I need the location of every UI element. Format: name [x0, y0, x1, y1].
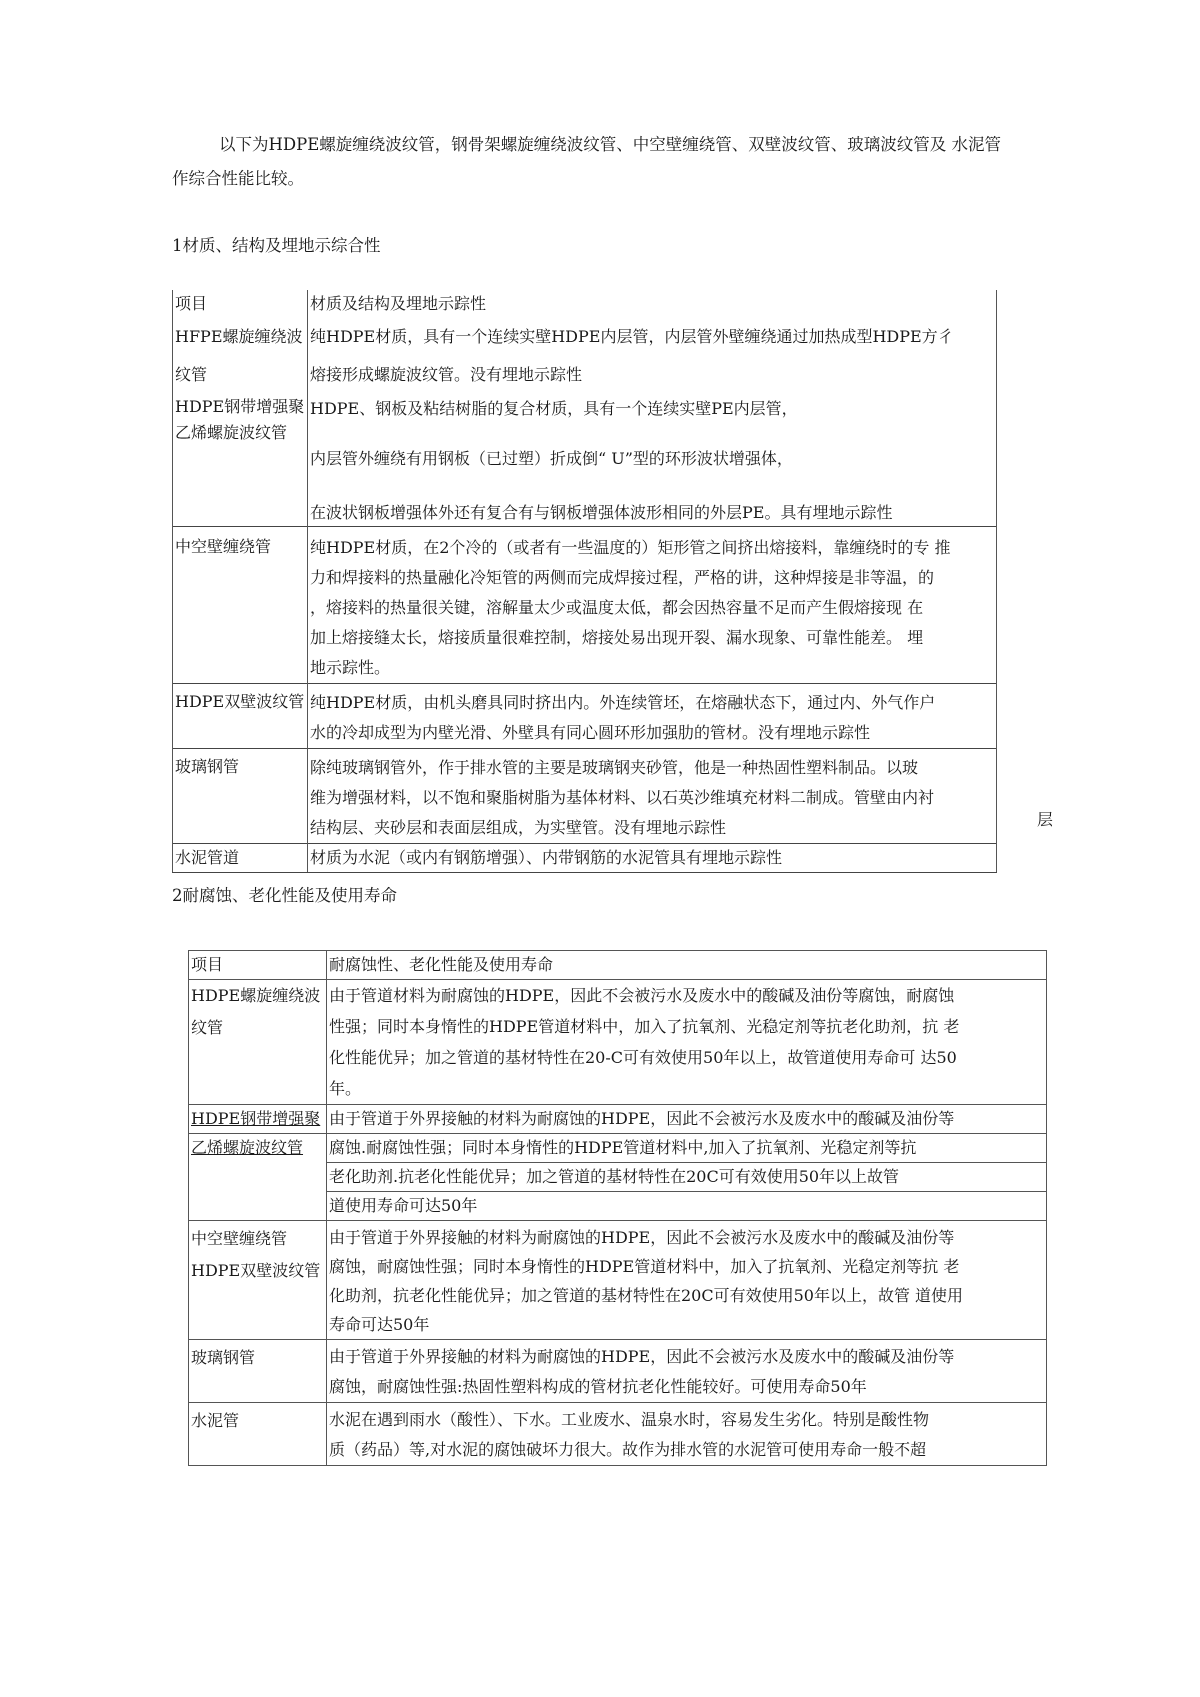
table-row — [173, 318, 997, 394]
desc-cell — [308, 844, 997, 873]
desc-cell — [327, 1403, 1047, 1466]
table-row — [189, 1192, 1047, 1221]
cell-line: 纯HDPE材质，具有一个连续实壁HDPE内层管，内层管外壁缠绕通过加热成型HDPE方彳 — [310, 327, 954, 346]
item-cell — [173, 318, 308, 394]
item-cell — [173, 749, 308, 844]
item-cell — [189, 1134, 327, 1163]
desc-cell — [308, 749, 997, 844]
cell-line: HDPE、钢板及粘结树脂的复合材质，具有一个连续实壁PE内层管， — [310, 399, 798, 418]
desc-cell — [308, 318, 997, 394]
table-row — [189, 1105, 1047, 1134]
item-cell — [173, 394, 308, 527]
item-cell — [189, 1340, 327, 1403]
table-row — [189, 1134, 1047, 1163]
cell-line: 维为增强材料，以不饱和聚脂树脂为基体材料、以石英沙维填充材料二制成。管壁由内衬 — [310, 788, 935, 807]
desc-cell: 道使用寿命可达50年 — [327, 1192, 1047, 1221]
table-row — [173, 844, 997, 873]
cell-line: 寿命可达50年 — [329, 1315, 430, 1334]
cell-line: HFPE螺旋缠绕波 — [175, 327, 303, 346]
cell-line: 由于管道材料为耐腐蚀的HDPE，因此不会被污水及废水中的酸碱及油份等腐蚀，耐腐蚀 — [329, 986, 955, 1005]
cell-line: 水泥管道 — [175, 848, 240, 867]
cell-line: 内层管外缠绕有用钢板（已过塑）折成倒“ U”型的环形波状增强体， — [310, 449, 793, 468]
intro-paragraph — [172, 128, 1072, 196]
cell-line: 水泥在遇到雨水（酸性）、下水。工业废水、温泉水时，容易发生劣化。特别是酸性物 — [329, 1410, 930, 1429]
header-cell: 耐腐蚀性、老化性能及使用寿命 — [327, 951, 1047, 980]
cell-line: 腐蚀，耐腐蚀性强；同时本身惰性的HDPE管道材料中，加入了抗氧剂、光稳定剂等抗 老 — [329, 1257, 960, 1276]
cell-line: 水泥管 — [191, 1411, 240, 1430]
cell-line: 由于管道于外界接触的材料为耐腐蚀的HDPE，因此不会被污水及废水中的酸碱及油份等 — [329, 1347, 955, 1366]
item-cell — [189, 1403, 327, 1466]
cell-line: HDPE钢带增强聚 — [191, 1109, 321, 1128]
item-cell — [189, 1192, 327, 1221]
cell-line: 结构层、夹砂层和表面层组成，为实壁管。没有埋地示踪性 — [310, 818, 727, 837]
cell-line: 地示踪性。 — [310, 658, 391, 677]
table-row — [189, 1403, 1047, 1466]
intro-line: 作综合性能比较。 — [172, 169, 304, 188]
table-row — [189, 1163, 1047, 1192]
header-cell: 项目 — [173, 290, 308, 318]
table-row — [173, 749, 997, 844]
table-row — [173, 394, 997, 527]
table-row — [173, 527, 997, 684]
cell-line: 玻璃钢管 — [191, 1348, 256, 1367]
cell-line: 熔接形成螺旋波纹管。没有埋地示踪性 — [310, 365, 583, 384]
cell-line: 纹管 — [175, 365, 208, 384]
cell-line: HDPE双壁波纹管 — [191, 1261, 321, 1280]
table-row — [189, 1340, 1047, 1403]
cell-line: HDPE钢带增强聚 — [175, 397, 305, 416]
cell-line: 乙烯螺旋波纹管 — [191, 1138, 304, 1157]
item-cell — [189, 1163, 327, 1192]
intro-line: 以下为HDPE螺旋缠绕波纹管，钢骨架螺旋缠绕波纹管、中空壁缠绕管、双壁波纹管、玻璃波纹管及 水泥管 — [219, 135, 1002, 154]
desc-cell: 由于管道于外界接触的材料为耐腐蚀的HDPE，因此不会被污水及废水中的酸碱及油份等 — [327, 1105, 1047, 1134]
desc-cell — [308, 684, 997, 749]
table-row — [189, 1221, 1047, 1340]
cell-line: 玻璃钢管 — [175, 757, 240, 776]
cell-line: 中空壁缠绕管 — [191, 1229, 288, 1248]
cell-line: 除纯玻璃钢管外，作于排水管的主要是玻璃钢夹砂管，他是一种热固性塑料制品。以玻 — [310, 758, 919, 777]
overflow-text: 层 — [1037, 810, 1054, 829]
cell-line: 纹管 — [191, 1018, 224, 1037]
desc-cell — [308, 527, 997, 684]
cell-line: 质（药品）等,对水泥的腐蚀破坏力很大。故作为排水管的水泥管可使用寿命一般不超 — [329, 1440, 927, 1459]
cell-line: 纯HDPE材质，由机头磨具同时挤出内。外连续管坯，在熔融状态下，通过内、外气作户 — [310, 693, 936, 712]
item-cell — [173, 527, 308, 684]
desc-cell: 老化助剂.抗老化性能优异；加之管道的基材特性在20C可有效使用50年以上故管 — [327, 1163, 1047, 1192]
section2-title: 2耐腐蚀、老化性能及使用寿命 — [172, 886, 397, 905]
section1-title: 1材质、结构及埋地示综合性 — [172, 236, 381, 255]
cell-line: 腐蚀，耐腐蚀性强:热固性塑料构成的管材抗老化性能较好。可使用寿命50年 — [329, 1377, 867, 1396]
item-cell — [189, 1105, 327, 1134]
table-row — [189, 980, 1047, 1105]
cell-line: 水的冷却成型为内壁光滑、外壁具有同心圆环形加强肋的管材。没有埋地示踪性 — [310, 723, 871, 742]
header-cell: 项目 — [189, 951, 327, 980]
cell-line: HDPE螺旋缠绕波 — [191, 986, 321, 1005]
cell-line: 纯HDPE材质，在2个冷的（或者有一些温度的）矩形管之间挤出熔接料，靠缠绕时的专 推 — [310, 538, 951, 557]
cell-line: ，熔接料的热量很关键，溶解量太少或温度太低，都会因热容量不足而产生假熔接现 在 — [310, 598, 924, 617]
cell-line: 化助剂，抗老化性能优异；加之管道的基材特性在20C可有效使用50年以上，故管 道使用 — [329, 1286, 964, 1305]
item-cell — [189, 980, 327, 1105]
cell-line: 年。 — [329, 1079, 362, 1098]
cell-line: 由于管道于外界接触的材料为耐腐蚀的HDPE，因此不会被污水及废水中的酸碱及油份等 — [329, 1228, 955, 1247]
cell-line: 中空壁缠绕管 — [175, 537, 272, 556]
item-cell — [173, 684, 308, 749]
cell-line: 化性能优异；加之管道的基材特性在20-C可有效使用50年以上，故管道使用寿命可 达50 — [329, 1048, 957, 1067]
cell-line: 加上熔接缝太长，熔接质量很难控制，熔接处易出现开裂、漏水现象、可靠性能差。 埋 — [310, 628, 924, 647]
cell-line: 力和焊接料的热量融化冷矩管的两侧而完成焊接过程，严格的讲，这种焊接是非等温，的 — [310, 568, 935, 587]
material-structure-table — [172, 290, 997, 873]
table-header-row — [189, 951, 1047, 980]
corrosion-aging-table — [188, 950, 1047, 1466]
cell-line: 性强；同时本身惰性的HDPE管道材料中，加入了抗氧剂、光稳定剂等抗老化助剂，抗 老 — [329, 1017, 960, 1036]
item-cell — [189, 1221, 327, 1340]
desc-cell: 腐蚀.耐腐蚀性强；同时本身惰性的HDPE管道材料中,加入了抗氧剂、光稳定剂等抗 — [327, 1134, 1047, 1163]
table-row — [173, 684, 997, 749]
table-header-row — [173, 290, 997, 318]
cell-line: 材质为水泥（或内有钢筋增强）、内带钢筋的水泥管具有埋地示踪性 — [310, 848, 783, 867]
desc-cell — [327, 1221, 1047, 1340]
desc-cell — [327, 1340, 1047, 1403]
desc-cell — [308, 394, 997, 527]
cell-line: HDPE双壁波纹管 — [175, 692, 305, 711]
item-cell — [173, 844, 308, 873]
desc-cell — [327, 980, 1047, 1105]
cell-line: 在波状钢板增强体外还有复合有与钢板增强体波形相同的外层PE。具有埋地示踪性 — [310, 503, 893, 522]
cell-line: 乙烯螺旋波纹管 — [175, 423, 288, 442]
header-cell: 材质及结构及埋地示踪性 — [308, 290, 997, 318]
